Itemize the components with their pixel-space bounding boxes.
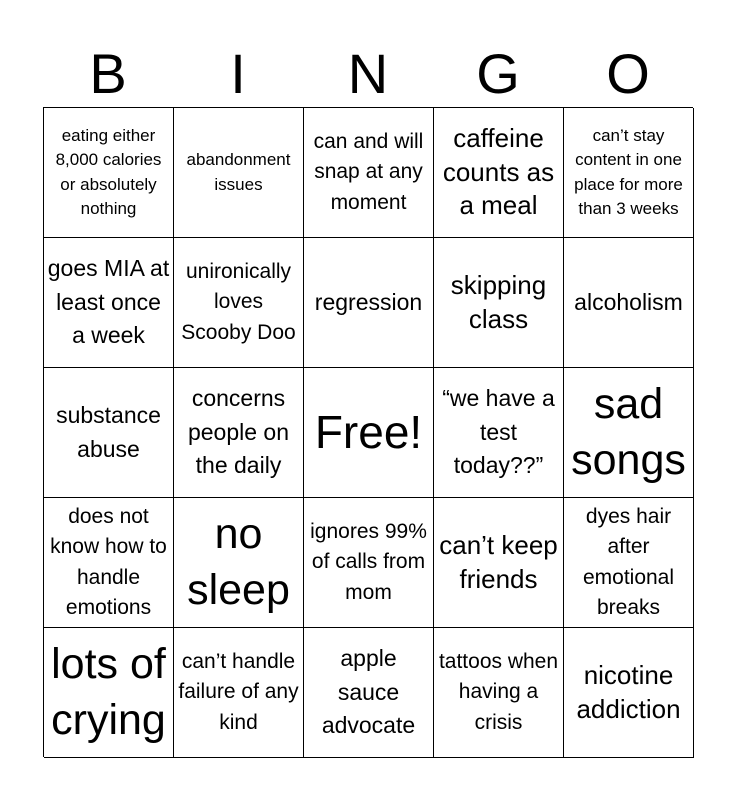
cell-text: concerns people on the daily: [187, 385, 290, 479]
cell-text: skipping class: [450, 269, 547, 334]
cell-text: eating either 8,000 calories or absolutely nothing: [55, 126, 162, 218]
bingo-cell-r2-c4[interactable]: [434, 238, 564, 368]
bingo-cell-r3-c4[interactable]: [434, 368, 564, 498]
header-letter-b: B: [89, 42, 127, 105]
cell-text: “we have a test today??”: [442, 385, 555, 479]
cell-text: regression: [314, 288, 423, 315]
cell-text: lots of crying: [51, 639, 166, 744]
header-letter-i: I: [230, 42, 246, 105]
header-letter-n: N: [347, 42, 389, 105]
bingo-cell-r3-c5[interactable]: [564, 368, 694, 498]
header-letter-g: G: [476, 42, 520, 105]
bingo-cell-r2-c1[interactable]: [44, 238, 174, 368]
bingo-cell-r5-c1[interactable]: [44, 628, 174, 758]
bingo-cell-r4-c5[interactable]: [564, 498, 694, 628]
bingo-cell-r1-c2[interactable]: [174, 108, 304, 238]
bingo-cell-r2-c2[interactable]: [174, 238, 304, 368]
cell-text: abandonment issues: [186, 150, 291, 194]
cell-text: apple sauce advocate: [321, 645, 416, 739]
cell-text: Free!: [314, 405, 423, 458]
cell-text: can’t handle failure of any kind: [178, 649, 299, 734]
bingo-cell-r4-c3[interactable]: [304, 498, 434, 628]
bingo-cell-free-space[interactable]: [304, 368, 434, 498]
bingo-header: [43, 40, 693, 108]
cell-text: no sleep: [187, 509, 290, 614]
bingo-cell-r1-c5[interactable]: [564, 108, 694, 238]
cell-text: ignores 99% of calls from mom: [310, 519, 427, 604]
bingo-cell-r4-c2[interactable]: [174, 498, 304, 628]
cell-text: does not know how to handle emotions: [50, 504, 167, 619]
bingo-cell-r2-c3[interactable]: [304, 238, 434, 368]
cell-text: sad songs: [571, 379, 686, 484]
cell-text: can and will snap at any moment: [313, 129, 424, 214]
bingo-cell-r1-c4[interactable]: [434, 108, 564, 238]
cell-text: can’t stay content in one place for more than 3 weeks: [574, 126, 683, 218]
cell-text: nicotine addiction: [576, 659, 681, 724]
bingo-cell-r5-c5[interactable]: [564, 628, 694, 758]
cell-text: tattoos when having a crisis: [438, 649, 559, 734]
header-letter-o: O: [606, 42, 650, 105]
bingo-cell-r2-c5[interactable]: [564, 238, 694, 368]
bingo-cell-r4-c1[interactable]: [44, 498, 174, 628]
bingo-cell-r5-c3[interactable]: [304, 628, 434, 758]
bingo-cell-r3-c1[interactable]: [44, 368, 174, 498]
bingo-cell-r1-c3[interactable]: [304, 108, 434, 238]
bingo-cell-r5-c4[interactable]: [434, 628, 564, 758]
cell-text: unironically loves Scooby Doo: [181, 259, 296, 344]
cell-text: alcoholism: [574, 288, 683, 315]
cell-text: dyes hair after emotional breaks: [582, 504, 675, 619]
bingo-board: [43, 107, 693, 757]
bingo-cell-r4-c4[interactable]: [434, 498, 564, 628]
bingo-cell-r3-c2[interactable]: [174, 368, 304, 498]
cell-text: can’t keep friends: [439, 529, 558, 594]
bingo-cell-r5-c2[interactable]: [174, 628, 304, 758]
bingo-cell-r1-c1[interactable]: [44, 108, 174, 238]
cell-text: caffeine counts as a meal: [442, 122, 555, 221]
cell-text: substance abuse: [56, 402, 161, 462]
cell-text: goes MIA at least once a week: [47, 255, 170, 349]
